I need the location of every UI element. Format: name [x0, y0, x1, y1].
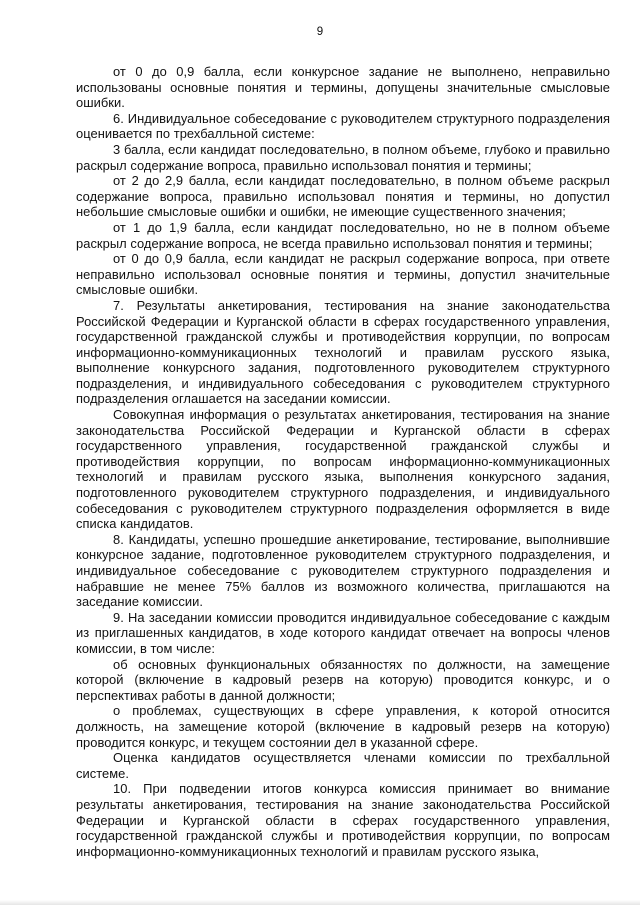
- paragraph-score-0-0.9-interview: от 0 до 0,9 балла, если кандидат не раскрыл содержание вопроса, при ответе неправильно использовал основные понятия и термины, допустил значительные смысловые ошибки.: [76, 251, 610, 298]
- paragraph-item-9: 9. На заседании комиссии проводится индивидуальное собеседование с каждым из приглашенных кандидатов, в ходе которого кандидат отвечает на вопросы членов комиссии, в том числе:: [76, 609, 610, 656]
- paragraph-duties: об основных функциональных обязанностях по должности, на замещение которой (включение в кадровый резерв на которую) проводится конкурс, и о перспективах работы в данной должности;: [76, 656, 610, 703]
- page-bottom-edge: [0, 900, 640, 905]
- paragraph-summary-info: Совокупная информация о результатах анкетирования, тестирования на знание законодательства Российской Федерации и Курганской области в сферах государственного управления, государственной гражданской службы и противодействия коррупции, по вопросам информационно-коммуникационных технологий и правилам русского языка, выполнения конкурсного задания, подготовленного руководителем структурного подразделения, и индивидуального собеседования с руководителем структурного подразделения оформляется в виде списка кандидатов.: [76, 407, 610, 532]
- paragraph-item-10: 10. При подведении итогов конкурса комиссия принимает во внимание результаты анкетирования, тестирования на знание законодательства Российской Федерации и Курганской области в сферах государственного управления, государственной гражданской службы и противодействия коррупции, по вопросам информационно-коммуникационных технологий и правилам русского языка,: [76, 781, 610, 859]
- paragraph-problems: о проблемах, существующих в сфере управления, к которой относится должность, на замещение которой (включение в кадровый резерв на которую) проводится конкурс, и текущем состоянии дел в указанной сфере.: [76, 703, 610, 750]
- document-body: [76, 64, 610, 859]
- paragraph-score-0-0.9-task: от 0 до 0,9 балла, если конкурсное задание не выполнено, неправильно использованы основные понятия и термины, допущены значительные смысловые ошибки.: [76, 64, 610, 111]
- paragraph-item-7: 7. Результаты анкетирования, тестирования на знание законодательства Российской Федерации и Курганской области в сферах государственного управления, государственной гражданской службы и противодействия коррупции, по вопросам информационно-коммуникационных технологий и правилам русского языка, выполнение конкурсного задания, подготовленного руководителем структурного подразделения, и индивидуального собеседования с руководителем структурного подразделения оглашается на заседании комиссии.: [76, 297, 610, 407]
- paragraph-evaluation: Оценка кандидатов осуществляется членами комиссии по трехбалльной системе.: [76, 750, 610, 781]
- paragraph-item-6: 6. Индивидуальное собеседование с руководителем структурного подразделения оценивается по трехбалльной системе:: [76, 110, 610, 142]
- paragraph-item-8: 8. Кандидаты, успешно прошедшие анкетирование, тестирование, выполнившие конкурсное задание, подготовленное руководителем структурного подразделения, и индивидуальное собеседование с руководителем структурного подразделения и набравшие не менее 75% баллов из возможного количества, приглашаются на заседание комиссии.: [76, 531, 610, 610]
- page-number: 9: [316, 26, 324, 38]
- paragraph-score-3: 3 балла, если кандидат последовательно, в полном объеме, глубоко и правильно раскрыл содержание вопроса, правильно использовал понятия и термины;: [76, 141, 610, 173]
- paragraph-score-1-1.9: от 1 до 1,9 балла, если кандидат последовательно, но не в полном объеме раскрыл содержание вопроса, не всегда правильно использовал понятия и термины;: [76, 219, 610, 251]
- paragraph-score-2-2.9: от 2 до 2,9 балла, если кандидат последовательно, в полном объеме раскрыл содержание вопроса, правильно использовал понятия и термины, но допустил небольшие смысловые ошибки и ошибки, не имеющие существенного значения;: [76, 173, 610, 220]
